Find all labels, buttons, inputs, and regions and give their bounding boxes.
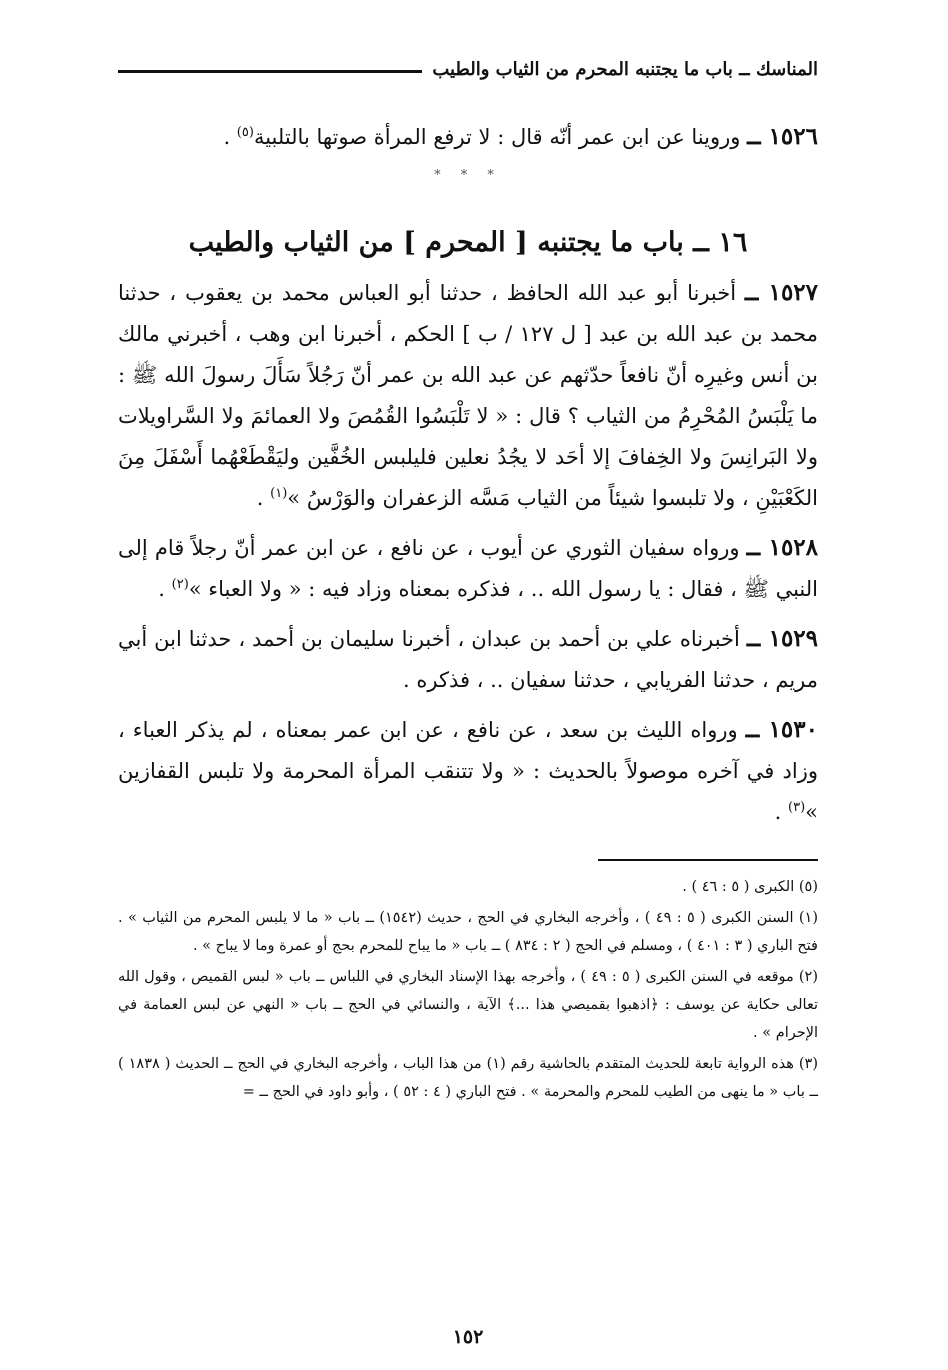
hadith-1530 (118, 709, 818, 833)
hadith-text: وروينا عن ابن عمر أنّه قال : لا ترفع المرأة صوتها بالتلبية (253, 125, 748, 149)
footnotes (118, 873, 818, 1106)
footnote: (١) السنن الكبرى ( ٥ : ٤٩ ) ، وأخرجه البخاري في الحج ، حديث (١٥٤٢) ــ باب « ما لا يلبس المحرم من الثياب » . فتح الباري ( ٣ : ٤٠١ ) ، ومسلم في الحج ( ٢ : ٨٣٤ ) ــ باب « ما يباح للمحرم بحج أو عمرة وما لا يباح » . (118, 910, 819, 954)
hadith-number: ١٥٢٧ ــ (744, 279, 819, 306)
chapter-title: ١٦ ــ باب ما يجتنبه [ المحرم ] من الثياب والطيب (188, 227, 748, 258)
hadith-text: أخبرنا أبو عبد الله الحافظ ، حدثنا أبو العباس محمد بن يعقوب ، حدثنا محمد بن عبد الله بن عبد [ ل ١٢٧ / ب ] الحكم ، أخبرنا ابن وهب ، أخبرني مالك بن أنس وغيرِه أنّ نافعاً حدّثهم عن عبد الله بن عمر أنّ رَجُلاً سَأَلَ رسولَ الله ﷺ : ما يَلْبَسُ المُحْرِمُ من الثياب ؟ قال : « لا تَلْبَسُوا القُمُصَ ولا العمائمَ ولا السَّراويلات ولا البَرانِسَ ولا الخِفافَ إلا أحَد لا يجُدُ نعلين فليلبس الخُفَّين وليَقْطَعْهُما أَسْفَلَ مِنَ الكَعْبَيْنِ ، ولا تلبسوا شيئاً من الثياب مَسَّه الزعفران والوَرْسُ » (118, 281, 818, 510)
hadith-text: ورواه الليث بن سعد ، عن نافع ، عن ابن عمر بمعناه ، لم يذكر العباء ، وزاد في آخره موصولاً بالحديث : « ولا تتنقب المرأة المحرمة ولا تلبس القفازين » (118, 718, 818, 824)
hadith-end: . (256, 486, 271, 510)
hadith-1529 (118, 618, 818, 701)
hadith-number: ١٥٢٨ ــ (746, 534, 819, 561)
footnote: (٣) هذه الرواية تابعة للحديث المتقدم بالحاشية رقم (١) من هذا الباب ، وأخرجه البخاري في الحج ــ الحديث ( ١٨٣٨ ) ــ باب « ما ينهى من الطيب للمحرم والمحرمة » . فتح الباري ( ٤ : ٥٢ ) ، وأبو داود في الحج ــ = (118, 1056, 818, 1100)
hadith-1528 (118, 527, 818, 610)
hadith-end: . (774, 800, 788, 824)
footnote: (٥) الكبرى ( ٥ : ٤٦ ) . (682, 879, 818, 895)
hadith-1526 (118, 116, 818, 158)
page-number: ١٥٢ (452, 1326, 484, 1348)
hadith-end: . (223, 125, 237, 149)
running-head-rule (118, 70, 422, 73)
book-page (118, 52, 818, 1352)
footnote-ref: (١) (270, 486, 288, 501)
hadith-number: ١٥٢٩ ــ (746, 625, 819, 652)
hadith-number: ١٥٢٦ ــ (747, 123, 818, 150)
section-separator: * * * (434, 168, 502, 183)
hadith-text: ورواه سفيان الثوري عن أيوب ، عن نافع ، عن ابن عمر أنّ رجلاً قام إلى النبي ﷺ ، فقال : يا رسول الله .. ، فذكره بمعناه وزاد فيه : « ولا العباء » (118, 536, 818, 601)
footnote-divider (598, 859, 818, 861)
running-head-title: المناسك ــ باب ما يجتنبه المحرم من الثياب والطيب (432, 58, 818, 80)
hadith-1527 (118, 272, 818, 519)
footnote-ref: (٥) (236, 125, 254, 140)
running-head (118, 52, 818, 86)
footnote-ref: (٣) (788, 800, 806, 815)
hadith-number: ١٥٣٠ ــ (745, 716, 818, 743)
hadith-text: أخبرناه علي بن أحمد بن عبدان ، أخبرنا سليمان بن أحمد ، حدثنا ابن أبي مريم ، حدثنا الفريابي ، حدثنا سفيان .. ، فذكره . (118, 627, 818, 692)
footnote: (٢) موقعه في السنن الكبرى ( ٥ : ٤٩ ) ، وأخرجه بهذا الإسناد البخاري في اللباس ــ باب « لبس القميص ، وقول الله تعالى حكاية عن يوسف : ﴿اذهبوا بقميصي هذا ...﴾ الآية ، والنسائي في الحج ــ باب « النهي عن لبس العمامة في الإحرام » . (118, 969, 819, 1041)
hadith-end: . (158, 577, 172, 601)
footnote-ref: (٢) (171, 577, 189, 592)
